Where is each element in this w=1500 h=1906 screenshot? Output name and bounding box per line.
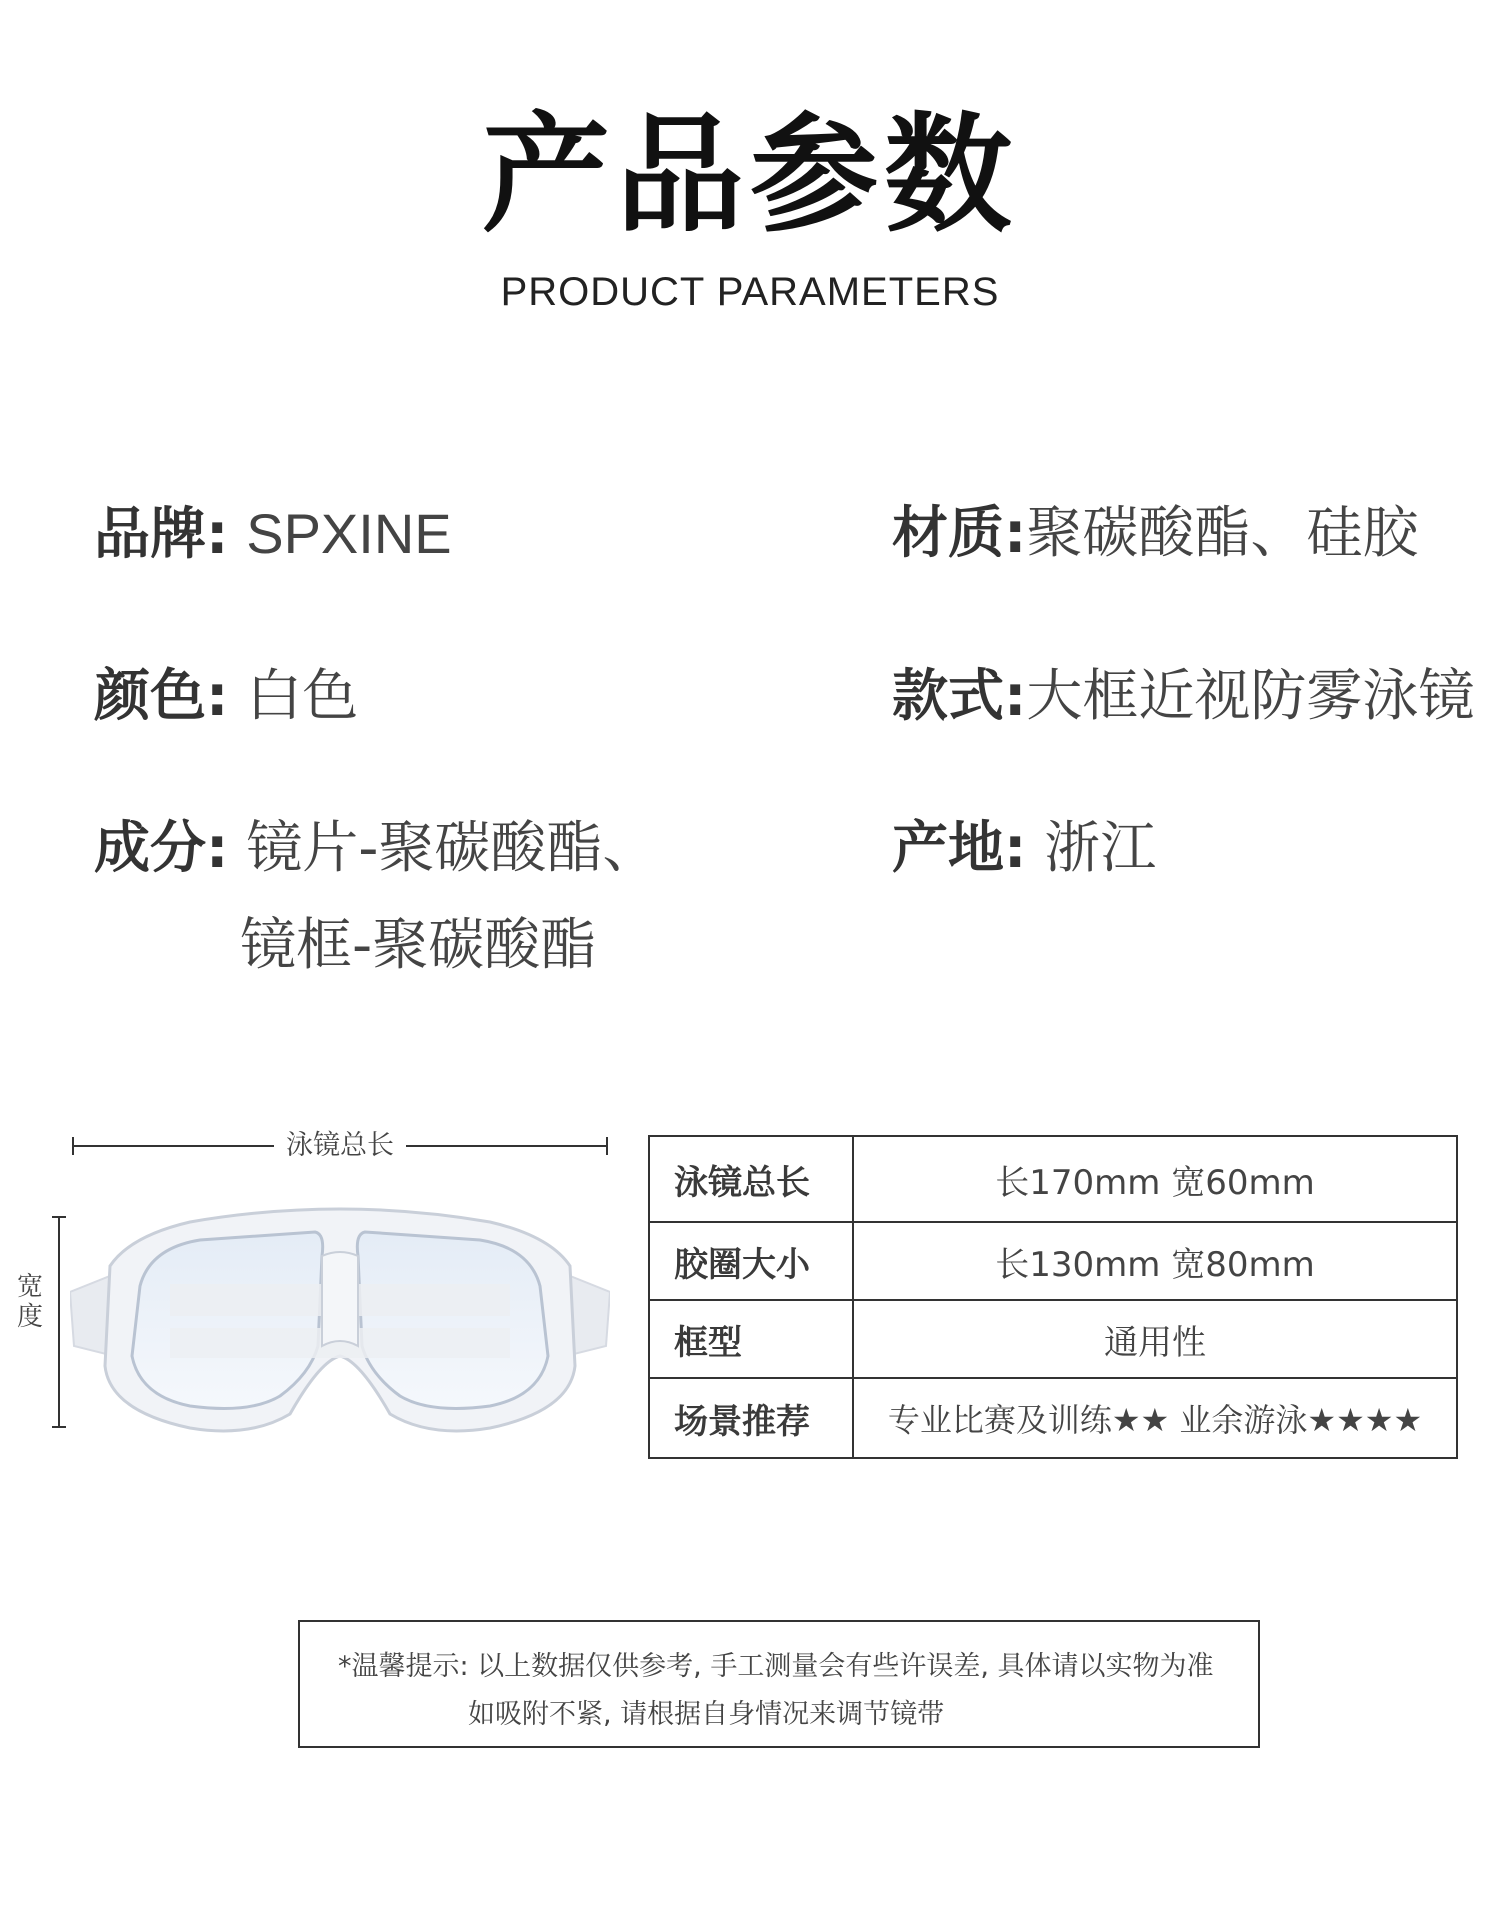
spec-composition: [94, 815, 658, 979]
spec-composition-label: 成分:: [94, 816, 229, 881]
spec-composition-value-2: 镜框-聚碳酸酯: [240, 913, 597, 979]
width-dimension-tick-bottom: [52, 1426, 66, 1428]
spec-material: [892, 500, 1418, 567]
table-cell-key: 场景推荐: [649, 1378, 853, 1458]
length-dimension-tick-right: [606, 1137, 608, 1155]
spec-origin-label: 产地:: [892, 816, 1027, 881]
goggle-nose-bridge: [322, 1252, 358, 1346]
parameter-table: [648, 1135, 1458, 1459]
spec-style-value: 大框近视防雾泳镜: [1026, 664, 1475, 729]
spec-material-label: 材质:: [892, 501, 1027, 566]
width-dimension-label: 宽度: [16, 1272, 43, 1332]
spec-color-label: 颜色:: [94, 664, 229, 729]
spec-brand: [94, 500, 452, 568]
table-cell-key: 框型: [649, 1300, 853, 1378]
table-cell-key: 泳镜总长: [649, 1136, 853, 1222]
goggle-lens-right: [357, 1232, 548, 1408]
length-dimension-label: 泳镜总长: [274, 1126, 406, 1166]
width-dimension-tick-top: [52, 1216, 66, 1218]
spec-color-value: 白色: [246, 664, 359, 729]
spec-brand-value: SPXINE: [246, 502, 452, 565]
table-cell-value: 专业比赛及训练★★ 业余游泳★★★★: [853, 1378, 1457, 1458]
goggle-image: [70, 1196, 610, 1446]
notice-line-1: *温馨提示: 以上数据仅供参考, 手工测量会有些许误差, 具体请以实物为准: [338, 1651, 1214, 1682]
spec-material-value: 聚碳酸酯、硅胶: [1026, 501, 1419, 566]
table-row: [649, 1222, 1457, 1300]
spec-color: [94, 663, 358, 730]
table-cell-value: 长130mm 宽80mm: [853, 1222, 1457, 1300]
width-dimension-marker: [52, 1216, 72, 1428]
table-cell-value: 长170mm 宽60mm: [853, 1136, 1457, 1222]
spec-style: [892, 663, 1474, 730]
table-cell-value: 通用性: [853, 1300, 1457, 1378]
spec-composition-value-1: 镜片-聚碳酸酯、: [246, 816, 659, 881]
notice-line-2: 如吸附不紧, 请根据自身情况来调节镜带: [468, 1699, 945, 1730]
table-row: [649, 1378, 1457, 1458]
spec-style-label: 款式:: [892, 664, 1027, 729]
length-dimension-tick-left: [72, 1137, 74, 1155]
width-dimension-line: [58, 1216, 60, 1428]
goggle-lens-left: [132, 1232, 323, 1408]
page-title: 产品参数: [481, 101, 1018, 250]
length-dimension-marker: [72, 1126, 608, 1166]
spec-brand-label: 品牌:: [94, 502, 229, 567]
spec-origin: [892, 815, 1156, 882]
table-cell-key: 胶圈大小: [649, 1222, 853, 1300]
table-row: [649, 1136, 1457, 1222]
table-row: [649, 1300, 1457, 1378]
page-subtitle: PRODUCT PARAMETERS: [500, 270, 1000, 314]
notice-box: [298, 1620, 1260, 1748]
spec-origin-value: 浙江: [1044, 816, 1157, 881]
